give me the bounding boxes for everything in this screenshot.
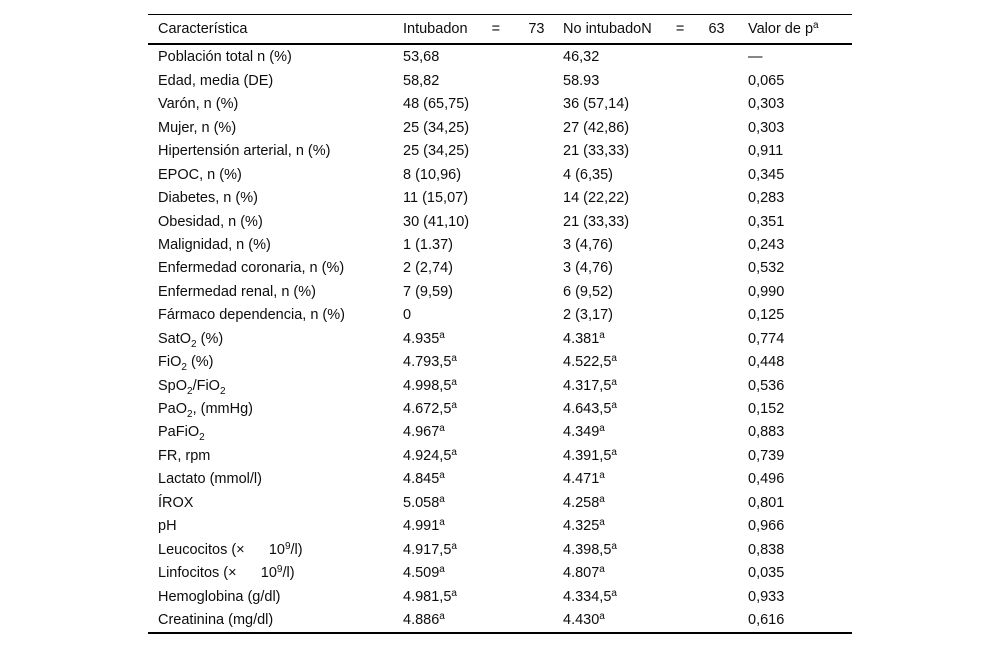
text: 0,351 [748, 213, 785, 230]
intubated-value [403, 50, 563, 65]
non-intubated-value [563, 376, 748, 394]
text: SatO [158, 330, 192, 347]
text: 4 (6,35) [563, 166, 613, 183]
text: 0,065 [748, 72, 785, 89]
table-row [148, 304, 852, 327]
table-row [148, 351, 852, 374]
row-label [148, 590, 403, 605]
table-row [148, 538, 852, 561]
text: 58,82 [403, 72, 440, 89]
text: 0,283 [748, 190, 785, 207]
p-value [748, 215, 852, 230]
text: 0,345 [748, 166, 785, 183]
text: /l) [290, 541, 303, 558]
sup-text: a [451, 587, 457, 599]
table-row [148, 187, 852, 210]
intubated-value [403, 566, 563, 581]
p-value [748, 97, 852, 112]
non-intubated-value [563, 238, 748, 253]
row-label [148, 377, 403, 397]
sub-text: 2 [199, 432, 205, 444]
text: 0,739 [748, 447, 785, 464]
p-value [748, 519, 852, 534]
column-header-non-intubated: No intubadoN = 63 [563, 20, 725, 37]
text: 0,035 [748, 565, 785, 582]
intubated-value [403, 493, 563, 511]
text: EPOC, n (%) [158, 166, 242, 183]
text: 0,774 [748, 330, 785, 347]
row-label [148, 330, 403, 350]
non-intubated-value [563, 493, 748, 511]
row-label [148, 566, 403, 581]
p-value [748, 543, 852, 558]
text: 8 (10,96) [403, 166, 462, 183]
non-intubated-value [563, 425, 748, 440]
table-row [148, 468, 852, 491]
text: Fármaco dependencia, n (%) [158, 307, 345, 324]
sup-text: a [599, 493, 605, 505]
intubated-value [403, 610, 563, 628]
p-value [748, 472, 852, 487]
intubated-value [403, 261, 563, 276]
p-value [748, 355, 852, 370]
text: SpO [158, 377, 188, 394]
text: Malignidad, n (%) [158, 236, 271, 253]
table-row [148, 398, 852, 421]
text: 0,532 [748, 260, 785, 277]
intubated-value [403, 540, 563, 558]
text: 0,303 [748, 119, 785, 136]
p-value [748, 261, 852, 276]
text: 4.381 [563, 330, 600, 347]
text: 2 (3,17) [563, 307, 613, 324]
sup-text: a [439, 470, 445, 482]
row-label [148, 472, 403, 487]
p-value [748, 613, 852, 628]
text: 0,801 [748, 494, 785, 511]
row-label [148, 74, 403, 89]
p-value [748, 144, 852, 159]
table-row [148, 116, 852, 139]
text: 4.793,5 [403, 354, 452, 371]
p-value [748, 121, 852, 136]
row-label [148, 191, 403, 206]
text: Lactato (mmol/l) [158, 471, 262, 488]
table-row [148, 444, 852, 467]
table-row [148, 609, 852, 632]
text: 0,448 [748, 354, 785, 371]
sup-text: a [813, 19, 819, 31]
sup-text: a [599, 423, 605, 435]
p-value [748, 379, 852, 394]
intubated-value [403, 238, 563, 253]
text: 11 (15,07) [403, 190, 469, 207]
p-value [748, 74, 852, 89]
p-value [748, 50, 852, 65]
row-label [148, 496, 403, 511]
text: Hipertensión arterial, n (%) [158, 143, 331, 160]
row-label [148, 238, 403, 253]
intubated-value [403, 308, 563, 323]
intubated-value [403, 97, 563, 112]
non-intubated-value [563, 144, 748, 159]
column-header-characteristic: Característica [158, 20, 248, 37]
text: Varón, n (%) [158, 96, 239, 113]
text: /l) [282, 565, 295, 582]
text: 25 (34,25) [403, 143, 470, 160]
p-value [748, 590, 852, 605]
sub-text: 2 [187, 385, 193, 397]
sup-text: a [611, 400, 617, 412]
text: 14 (22,22) [563, 190, 630, 207]
table-row [148, 491, 852, 514]
text: Enfermedad coronaria, n (%) [158, 260, 345, 277]
row-label [148, 50, 403, 65]
text: Edad, media (DE) [158, 72, 274, 89]
text: 3 (4,76) [563, 236, 613, 253]
text: (%) [186, 354, 214, 371]
table-row [148, 515, 852, 538]
text: 0,990 [748, 283, 785, 300]
sup-text: a [599, 610, 605, 622]
intubated-value [403, 74, 563, 89]
text: 46,32 [563, 49, 600, 66]
text: 4.886 [403, 611, 440, 628]
text: 4.643,5 [563, 401, 612, 418]
non-intubated-value [563, 329, 748, 347]
non-intubated-value [563, 168, 748, 183]
text: 2 (2,74) [403, 260, 453, 277]
text: 0,536 [748, 377, 785, 394]
row-label [148, 354, 403, 374]
text: 0,966 [748, 518, 785, 535]
sup-text: a [599, 517, 605, 529]
table-row [148, 46, 852, 69]
sup-text: 9 [284, 540, 291, 552]
row-label [148, 308, 403, 323]
text: 4.509 [403, 565, 440, 582]
intubated-value [403, 587, 563, 605]
non-intubated-value [563, 261, 748, 276]
row-label [148, 424, 403, 444]
text: Creatinina (mg/dl) [158, 611, 274, 628]
non-intubated-value [563, 446, 748, 464]
p-value [748, 285, 852, 300]
table-row [148, 327, 852, 350]
text: 6 (9,52) [563, 283, 613, 300]
sup-text: a [439, 493, 445, 505]
row-label [148, 401, 403, 421]
sup-text: a [599, 470, 605, 482]
sup-text: 9 [276, 564, 283, 576]
non-intubated-value [563, 587, 748, 605]
text: 0 [403, 307, 412, 324]
text: 4.991 [403, 518, 440, 535]
intubated-value [403, 376, 563, 394]
text: 4.917,5 [403, 541, 452, 558]
sup-text: a [451, 446, 457, 458]
sub-text: 2 [219, 385, 226, 397]
text: PaO [158, 401, 188, 418]
table-row [148, 234, 852, 257]
intubated-value [403, 519, 563, 534]
p-value [748, 168, 852, 183]
text: 0,496 [748, 471, 785, 488]
text: 4.807 [563, 565, 600, 582]
text: Leucocitos (× 10 [158, 541, 285, 558]
text: Población total n (%) [158, 49, 292, 66]
text: 5.058 [403, 494, 440, 511]
intubated-value [403, 144, 563, 159]
text: FR, rpm [158, 447, 211, 464]
text: Enfermedad renal, n (%) [158, 283, 316, 300]
column-header-p-value [748, 19, 852, 37]
text: 21 (33,33) [563, 143, 630, 160]
non-intubated-value [563, 191, 748, 206]
p-value [748, 496, 852, 511]
text: 0,616 [748, 611, 785, 628]
non-intubated-value [563, 540, 748, 558]
intubated-value [403, 425, 563, 440]
sub-text: 2 [181, 362, 187, 374]
text: 4.334,5 [563, 588, 612, 605]
text: 4.998,5 [403, 377, 452, 394]
text: 53,68 [403, 49, 440, 66]
text: 30 (41,10) [403, 213, 470, 230]
row-label [148, 285, 403, 300]
text: , (mmHg) [192, 401, 253, 418]
table-row [148, 585, 852, 608]
table-row [148, 140, 852, 163]
text: 4.391,5 [563, 447, 612, 464]
text: 0,883 [748, 424, 785, 441]
intubated-value [403, 215, 563, 230]
text: 4.258 [563, 494, 600, 511]
table-body [148, 45, 852, 634]
table-header [148, 14, 852, 45]
table-row [148, 257, 852, 280]
text: FiO [158, 354, 182, 371]
sup-text: a [439, 329, 445, 341]
sup-text: a [439, 564, 445, 576]
non-intubated-value [563, 97, 748, 112]
sup-text: a [451, 540, 457, 552]
text: Linfocitos (× 10 [158, 565, 277, 582]
row-label [148, 144, 403, 159]
p-value [748, 425, 852, 440]
row-label [148, 97, 403, 112]
table-row [148, 69, 852, 92]
non-intubated-value [563, 308, 748, 323]
non-intubated-value [563, 285, 748, 300]
text: 4.471 [563, 471, 600, 488]
data-table [148, 14, 852, 634]
p-value [748, 308, 852, 323]
row-label [148, 540, 403, 558]
text: 4.522,5 [563, 354, 612, 371]
sub-text: 2 [191, 338, 197, 350]
intubated-value [403, 168, 563, 183]
text: 4.317,5 [563, 377, 612, 394]
row-label [148, 261, 403, 276]
text: 0,243 [748, 236, 785, 253]
non-intubated-value [563, 50, 748, 65]
sup-text: a [611, 587, 617, 599]
text: Hemoglobina (g/dl) [158, 588, 281, 605]
p-value [748, 566, 852, 581]
text: 4.325 [563, 518, 600, 535]
text: 0,125 [748, 307, 785, 324]
table-row [148, 562, 852, 585]
text: 0,933 [748, 588, 785, 605]
sup-text: a [451, 376, 457, 388]
intubated-value [403, 355, 563, 370]
text: 36 (57,14) [563, 96, 630, 113]
text: 4.672,5 [403, 401, 452, 418]
text: 48 (65,75) [403, 96, 470, 113]
text: 4.935 [403, 330, 440, 347]
text: 4.349 [563, 424, 600, 441]
table-row [148, 163, 852, 186]
text: 4.845 [403, 471, 440, 488]
table-row [148, 280, 852, 303]
non-intubated-value [563, 121, 748, 136]
sup-text: a [451, 400, 457, 412]
p-value [748, 332, 852, 347]
row-label [148, 519, 403, 534]
text: 21 (33,33) [563, 213, 630, 230]
sub-text: 2 [187, 409, 193, 421]
column-header-intubated: Intubadon = 73 [403, 20, 545, 37]
intubated-value [403, 402, 563, 417]
text: 0,152 [748, 401, 785, 418]
sup-text: a [611, 353, 617, 365]
row-label [148, 121, 403, 136]
text: 4.398,5 [563, 541, 612, 558]
text: Mujer, n (%) [158, 119, 237, 136]
text: 25 (34,25) [403, 119, 470, 136]
table-row [148, 374, 852, 397]
sup-text: a [439, 610, 445, 622]
p-value [748, 191, 852, 206]
text: 0,303 [748, 96, 785, 113]
text: PaFiO [158, 424, 200, 441]
text: 4.924,5 [403, 447, 452, 464]
text: — [748, 49, 763, 66]
sup-text: a [451, 353, 457, 365]
sup-text: a [611, 446, 617, 458]
text: 0,838 [748, 541, 785, 558]
row-label [148, 613, 403, 628]
text: 27 (42,86) [563, 119, 630, 136]
sup-text: a [611, 376, 617, 388]
text: /FiO [192, 377, 220, 394]
text: 4.967 [403, 424, 440, 441]
text: (%) [196, 330, 224, 347]
intubated-value [403, 191, 563, 206]
non-intubated-value [563, 519, 748, 534]
p-value [748, 449, 852, 464]
text: ÍROX [158, 494, 194, 511]
table-row [148, 421, 852, 444]
text: 1 (1.37) [403, 236, 453, 253]
non-intubated-value [563, 355, 748, 370]
non-intubated-value [563, 215, 748, 230]
row-label [148, 215, 403, 230]
text: Diabetes, n (%) [158, 190, 258, 207]
text: pH [158, 518, 177, 535]
p-value [748, 238, 852, 253]
row-label [148, 449, 403, 464]
non-intubated-value [563, 74, 748, 89]
intubated-value [403, 285, 563, 300]
text: Valor de p [748, 20, 814, 37]
sup-text: a [439, 423, 445, 435]
text: 4.430 [563, 611, 600, 628]
text: 0,911 [748, 143, 784, 160]
sup-text: a [611, 540, 617, 552]
intubated-value [403, 121, 563, 136]
text: 3 (4,76) [563, 260, 613, 277]
p-value [748, 402, 852, 417]
non-intubated-value [563, 402, 748, 417]
non-intubated-value [563, 472, 748, 487]
sup-text: a [439, 517, 445, 529]
table-row [148, 93, 852, 116]
text: 4.981,5 [403, 588, 452, 605]
non-intubated-value [563, 610, 748, 628]
non-intubated-value [563, 566, 748, 581]
text: 58.93 [563, 72, 600, 89]
row-label [148, 168, 403, 183]
text: Obesidad, n (%) [158, 213, 263, 230]
text: 7 (9,59) [403, 283, 453, 300]
intubated-value [403, 329, 563, 347]
intubated-value [403, 472, 563, 487]
sup-text: a [599, 564, 605, 576]
sup-text: a [599, 329, 605, 341]
table-row [148, 210, 852, 233]
intubated-value [403, 446, 563, 464]
